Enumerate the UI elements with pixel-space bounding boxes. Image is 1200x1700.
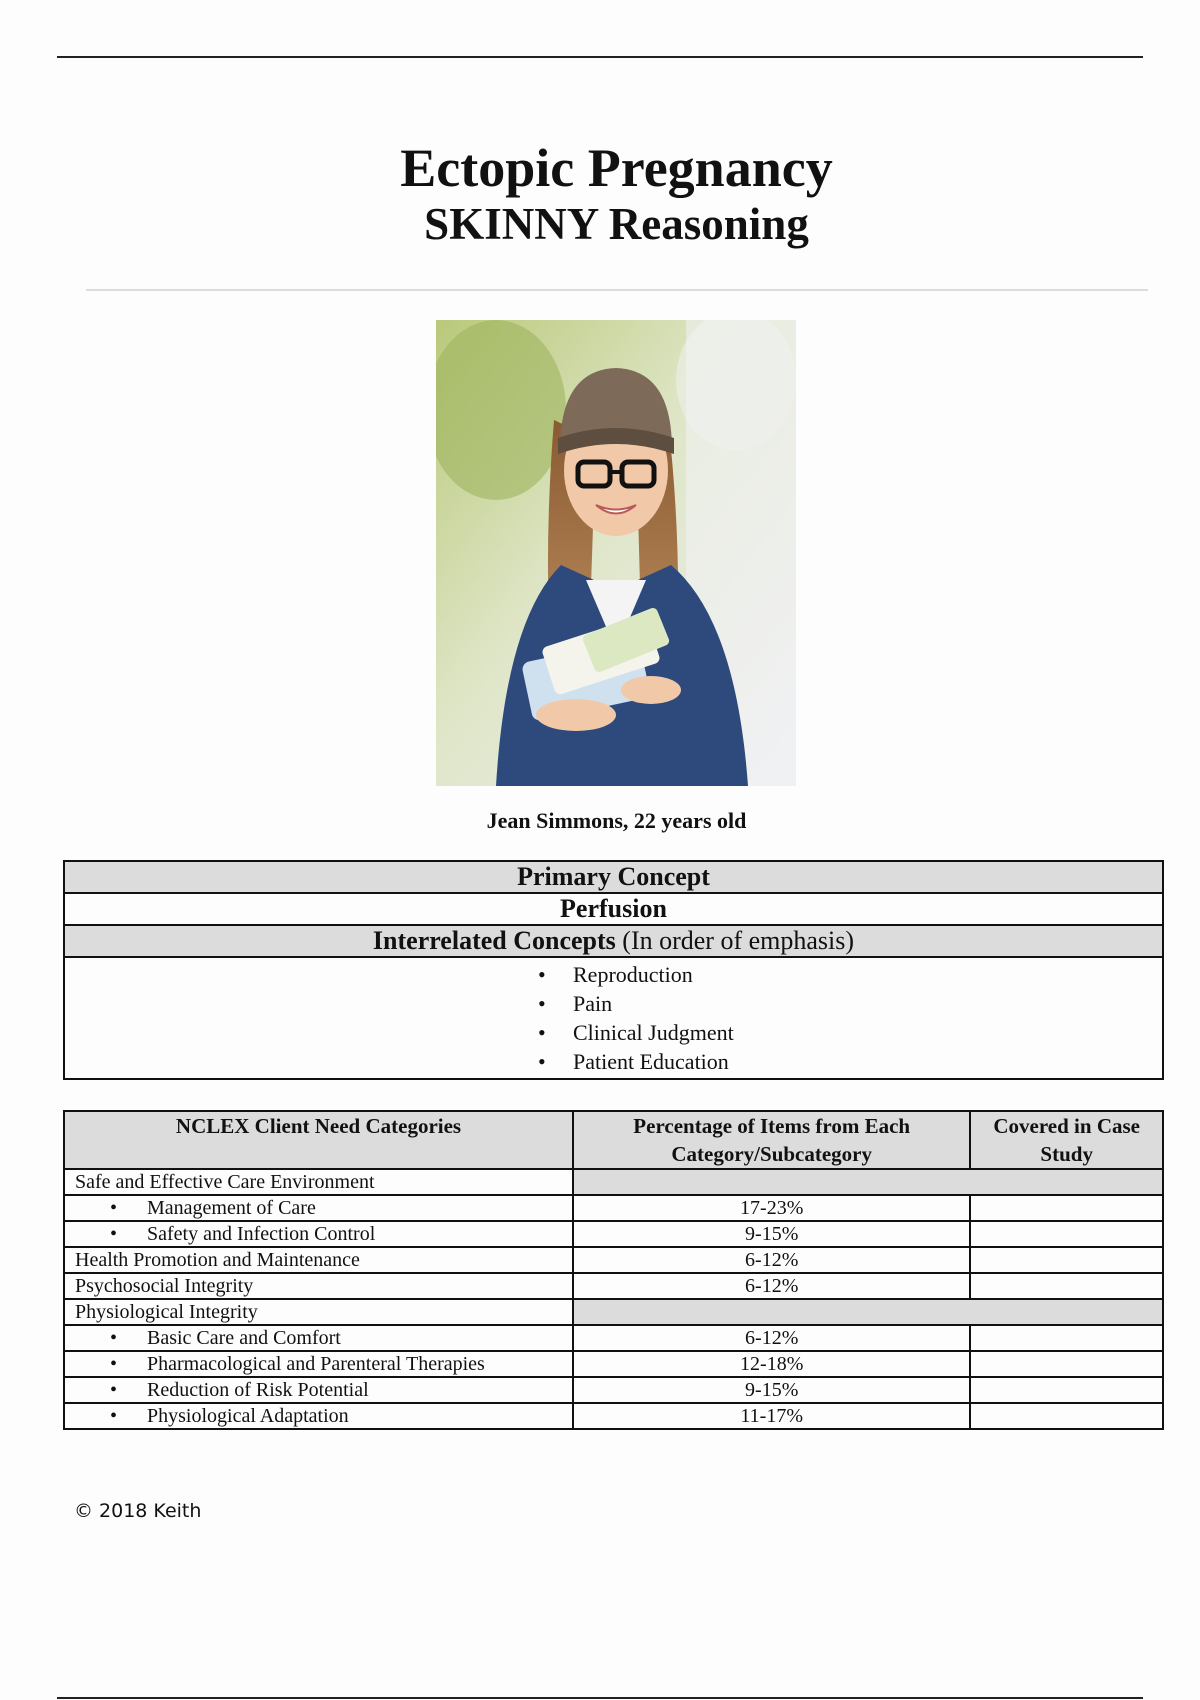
- category-cell: Safe and Effective Care Environment: [64, 1169, 573, 1195]
- interrelated-concepts-list-cell: [64, 957, 1163, 1079]
- category-cell: Psychosocial Integrity: [64, 1273, 573, 1299]
- table-row: [64, 1195, 1163, 1221]
- shaded-cell: [573, 1169, 1163, 1195]
- document-subtitle: SKINNY Reasoning: [424, 199, 809, 249]
- column-header-covered: Covered in Case Study: [970, 1111, 1163, 1169]
- percentage-cell: 6-12%: [573, 1247, 970, 1273]
- interrelated-label: Interrelated Concepts: [372, 926, 616, 955]
- covered-cell: [970, 1195, 1163, 1221]
- interrelated-concepts-header: [64, 925, 1163, 957]
- table-row: [64, 1325, 1163, 1351]
- subcategory-label: Safety and Infection Control: [147, 1223, 376, 1245]
- covered-cell: [970, 1377, 1163, 1403]
- photo-caption: Jean Simmons, 22 years old: [486, 808, 747, 833]
- covered-cell: [970, 1325, 1163, 1351]
- subcategory-label: Reduction of Risk Potential: [147, 1379, 369, 1401]
- percentage-cell: 6-12%: [573, 1325, 970, 1351]
- table-row: [64, 1247, 1163, 1273]
- bottom-rule: [57, 1697, 1143, 1699]
- covered-cell: [970, 1247, 1163, 1273]
- subcategory-label: Pharmacological and Parenteral Therapies: [147, 1353, 485, 1375]
- interrelated-concepts-list: [538, 960, 1162, 1076]
- subcategory-label: Management of Care: [147, 1197, 316, 1219]
- table-row: [64, 1169, 1163, 1195]
- patient-photo: [436, 320, 796, 786]
- table-row: [64, 1221, 1163, 1247]
- percentage-cell: 17-23%: [573, 1195, 970, 1221]
- concept-table: [63, 860, 1164, 1080]
- subcategory-cell: [64, 1221, 573, 1247]
- list-item: • Patient Education: [538, 1047, 1162, 1076]
- column-header-categories: NCLEX Client Need Categories: [64, 1111, 573, 1169]
- column-header-percentage: Percentage of Items from Each Category/Subcategory: [573, 1111, 970, 1169]
- nclex-header-row: [64, 1111, 1163, 1169]
- document-title: Ectopic Pregnancy: [400, 138, 833, 198]
- nclex-table: [63, 1110, 1164, 1430]
- shaded-cell: [573, 1299, 1163, 1325]
- category-cell: Health Promotion and Maintenance: [64, 1247, 573, 1273]
- subcategory-cell: [64, 1325, 573, 1351]
- subcategory-cell: [64, 1195, 573, 1221]
- subcategory-cell: [64, 1377, 573, 1403]
- table-row: [64, 1377, 1163, 1403]
- percentage-cell: 6-12%: [573, 1273, 970, 1299]
- subcategory-label: Basic Care and Comfort: [147, 1327, 341, 1349]
- copyright-notice: © 2018 Keith: [74, 1500, 202, 1522]
- subcategory-cell: [64, 1351, 573, 1377]
- list-item: • Reproduction: [538, 960, 1162, 989]
- table-row: [64, 1273, 1163, 1299]
- subcategory-cell: [64, 1403, 573, 1429]
- table-row: [64, 1351, 1163, 1377]
- covered-cell: [970, 1273, 1163, 1299]
- category-cell: Physiological Integrity: [64, 1299, 573, 1325]
- table-row: [64, 1403, 1163, 1429]
- list-item: • Clinical Judgment: [538, 1018, 1162, 1047]
- title-divider: [86, 289, 1148, 291]
- percentage-cell: 12-18%: [573, 1351, 970, 1377]
- primary-concept-value: Perfusion: [64, 893, 1163, 925]
- top-rule: [57, 56, 1143, 58]
- covered-cell: [970, 1351, 1163, 1377]
- percentage-cell: 9-15%: [573, 1221, 970, 1247]
- covered-cell: [970, 1403, 1163, 1429]
- table-row: [64, 1299, 1163, 1325]
- percentage-cell: 11-17%: [573, 1403, 970, 1429]
- primary-concept-header: Primary Concept: [64, 861, 1163, 893]
- subcategory-label: Physiological Adaptation: [147, 1405, 349, 1427]
- covered-cell: [970, 1221, 1163, 1247]
- percentage-cell: 9-15%: [573, 1377, 970, 1403]
- list-item: • Pain: [538, 989, 1162, 1018]
- interrelated-note: (In order of emphasis): [622, 926, 855, 955]
- title-block: [0, 138, 1200, 252]
